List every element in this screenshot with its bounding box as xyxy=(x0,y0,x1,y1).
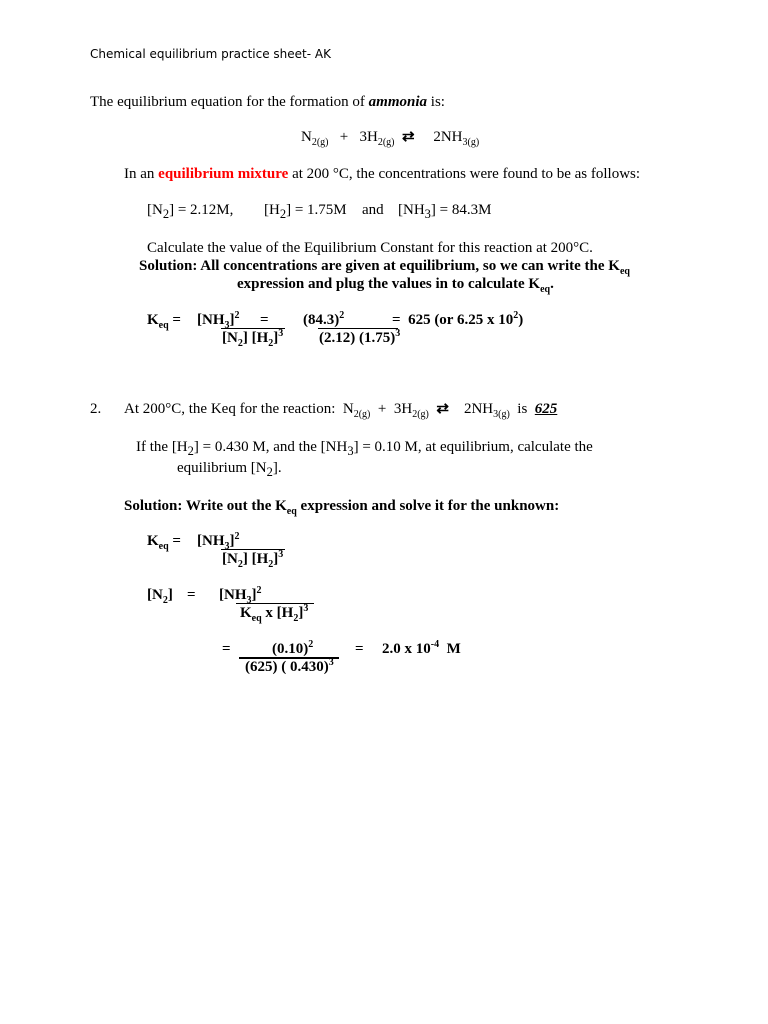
question-2-number: 2. xyxy=(90,401,102,417)
question-2-line2: equilibrium $[N_2]$. xyxy=(177,460,282,479)
keq2-numerator: $[NH_3]^2$ xyxy=(197,531,240,552)
final-result: 2.0 x $10^{-4}$ M xyxy=(382,639,461,657)
mixture-pre: In an xyxy=(124,166,159,182)
keq1-numerator: $[NH_3]^2$ xyxy=(197,310,240,331)
solution-1-line2: expression and plug the values in to calculate $K_{eq}$. xyxy=(237,276,554,295)
question-2-line1: If the $[H_2] = 0.430$ M, and the $[NH_3] = 0.10$ M, at equilibrium, calculate the xyxy=(136,439,593,458)
mixture-post: at 200 °C, the concentrations were found to be as follows: xyxy=(288,166,641,182)
keq1-value-numerator: $(84.3)^2$ xyxy=(303,310,345,328)
question-2-text: At 200°C, the Keq for the reaction: $N_{2(g)} + 3H_{2(g)}$ ⇄ $2NH_{3(g)}$ is 625 xyxy=(124,401,558,420)
equation-1 xyxy=(301,129,480,148)
intro-tail: is: xyxy=(427,94,445,110)
final-numerator: $(0.10)^2$ xyxy=(272,639,314,657)
final-equals: = xyxy=(222,641,231,657)
eq1-n2-sub: 2(g) xyxy=(311,137,329,148)
intro-emph: ammonia xyxy=(368,94,428,110)
conc-and: and xyxy=(362,202,384,218)
intro-line xyxy=(90,95,445,110)
conc-nh3: $[NH_3] = 84.3M$ xyxy=(398,202,492,221)
eq1-nh3-sub: 3(g) xyxy=(462,137,480,148)
final-equals-2: = xyxy=(355,641,364,657)
final-denominator: (625) ( 0.430)$^3$ xyxy=(245,657,334,675)
equilibrium-arrow-icon-2: ⇄ xyxy=(436,401,449,417)
eq1-n2: N xyxy=(301,129,312,145)
equilibrium-arrow-icon: ⇄ xyxy=(402,129,415,145)
solution-1-line1: Solution: All concentrations are given at equilibrium, so we can write the $K_{eq}$ xyxy=(139,258,630,277)
eq1-nh3: 2NH xyxy=(433,129,463,145)
keq1-denominator: $[N_2]$ $[H_2]^3$ xyxy=(222,328,284,349)
intro-text: The equilibrium equation for the formation of xyxy=(90,94,369,110)
keq1-value-denominator: (2.12) $(1.75)^3$ xyxy=(319,328,401,346)
keq-value-625: 625 xyxy=(534,401,558,417)
keq1-value-fraction-bar xyxy=(318,328,398,329)
page-header: Chemical equilibrium practice sheet- AK xyxy=(90,47,331,61)
keq1-equals-2: = xyxy=(260,312,269,328)
solution-2: Solution: Write out the $K_{eq}$ expression and solve it for the unknown: xyxy=(124,498,560,517)
mixture-highlight: equilibrium mixture xyxy=(158,166,289,182)
mixture-line xyxy=(124,167,640,182)
solve-equals: = xyxy=(187,587,196,603)
eq1-h2: 3H xyxy=(359,129,378,145)
keq1-result: = 625 (or 6.25 x $10^2$) xyxy=(392,310,524,328)
keq1-fraction-bar xyxy=(221,328,285,329)
keq1-label: $K_{eq}$ = xyxy=(147,312,181,331)
eq1-h2-sub: 2(g) xyxy=(377,137,395,148)
eq1-plus: + xyxy=(339,129,349,145)
keq2-denominator: $[N_2]$ $[H_2]^3$ xyxy=(222,549,284,570)
conc-h2: $[H_2] = 1.75M$ xyxy=(264,202,347,221)
keq2-fraction-bar xyxy=(221,549,285,550)
conc-n2: $[N_2] = 2.12M$, xyxy=(147,202,234,221)
calc-instruction: Calculate the value of the Equilibrium Constant for this reaction at 200°C. xyxy=(147,240,593,256)
solve-denominator: $K_{eq}$ x $[H_2]^3$ xyxy=(240,603,309,624)
solve-lhs: $[N_2]$ xyxy=(147,587,173,606)
keq2-label: $K_{eq}$ = xyxy=(147,533,181,552)
solve-numerator: $[NH_3]^2$ xyxy=(219,585,262,606)
